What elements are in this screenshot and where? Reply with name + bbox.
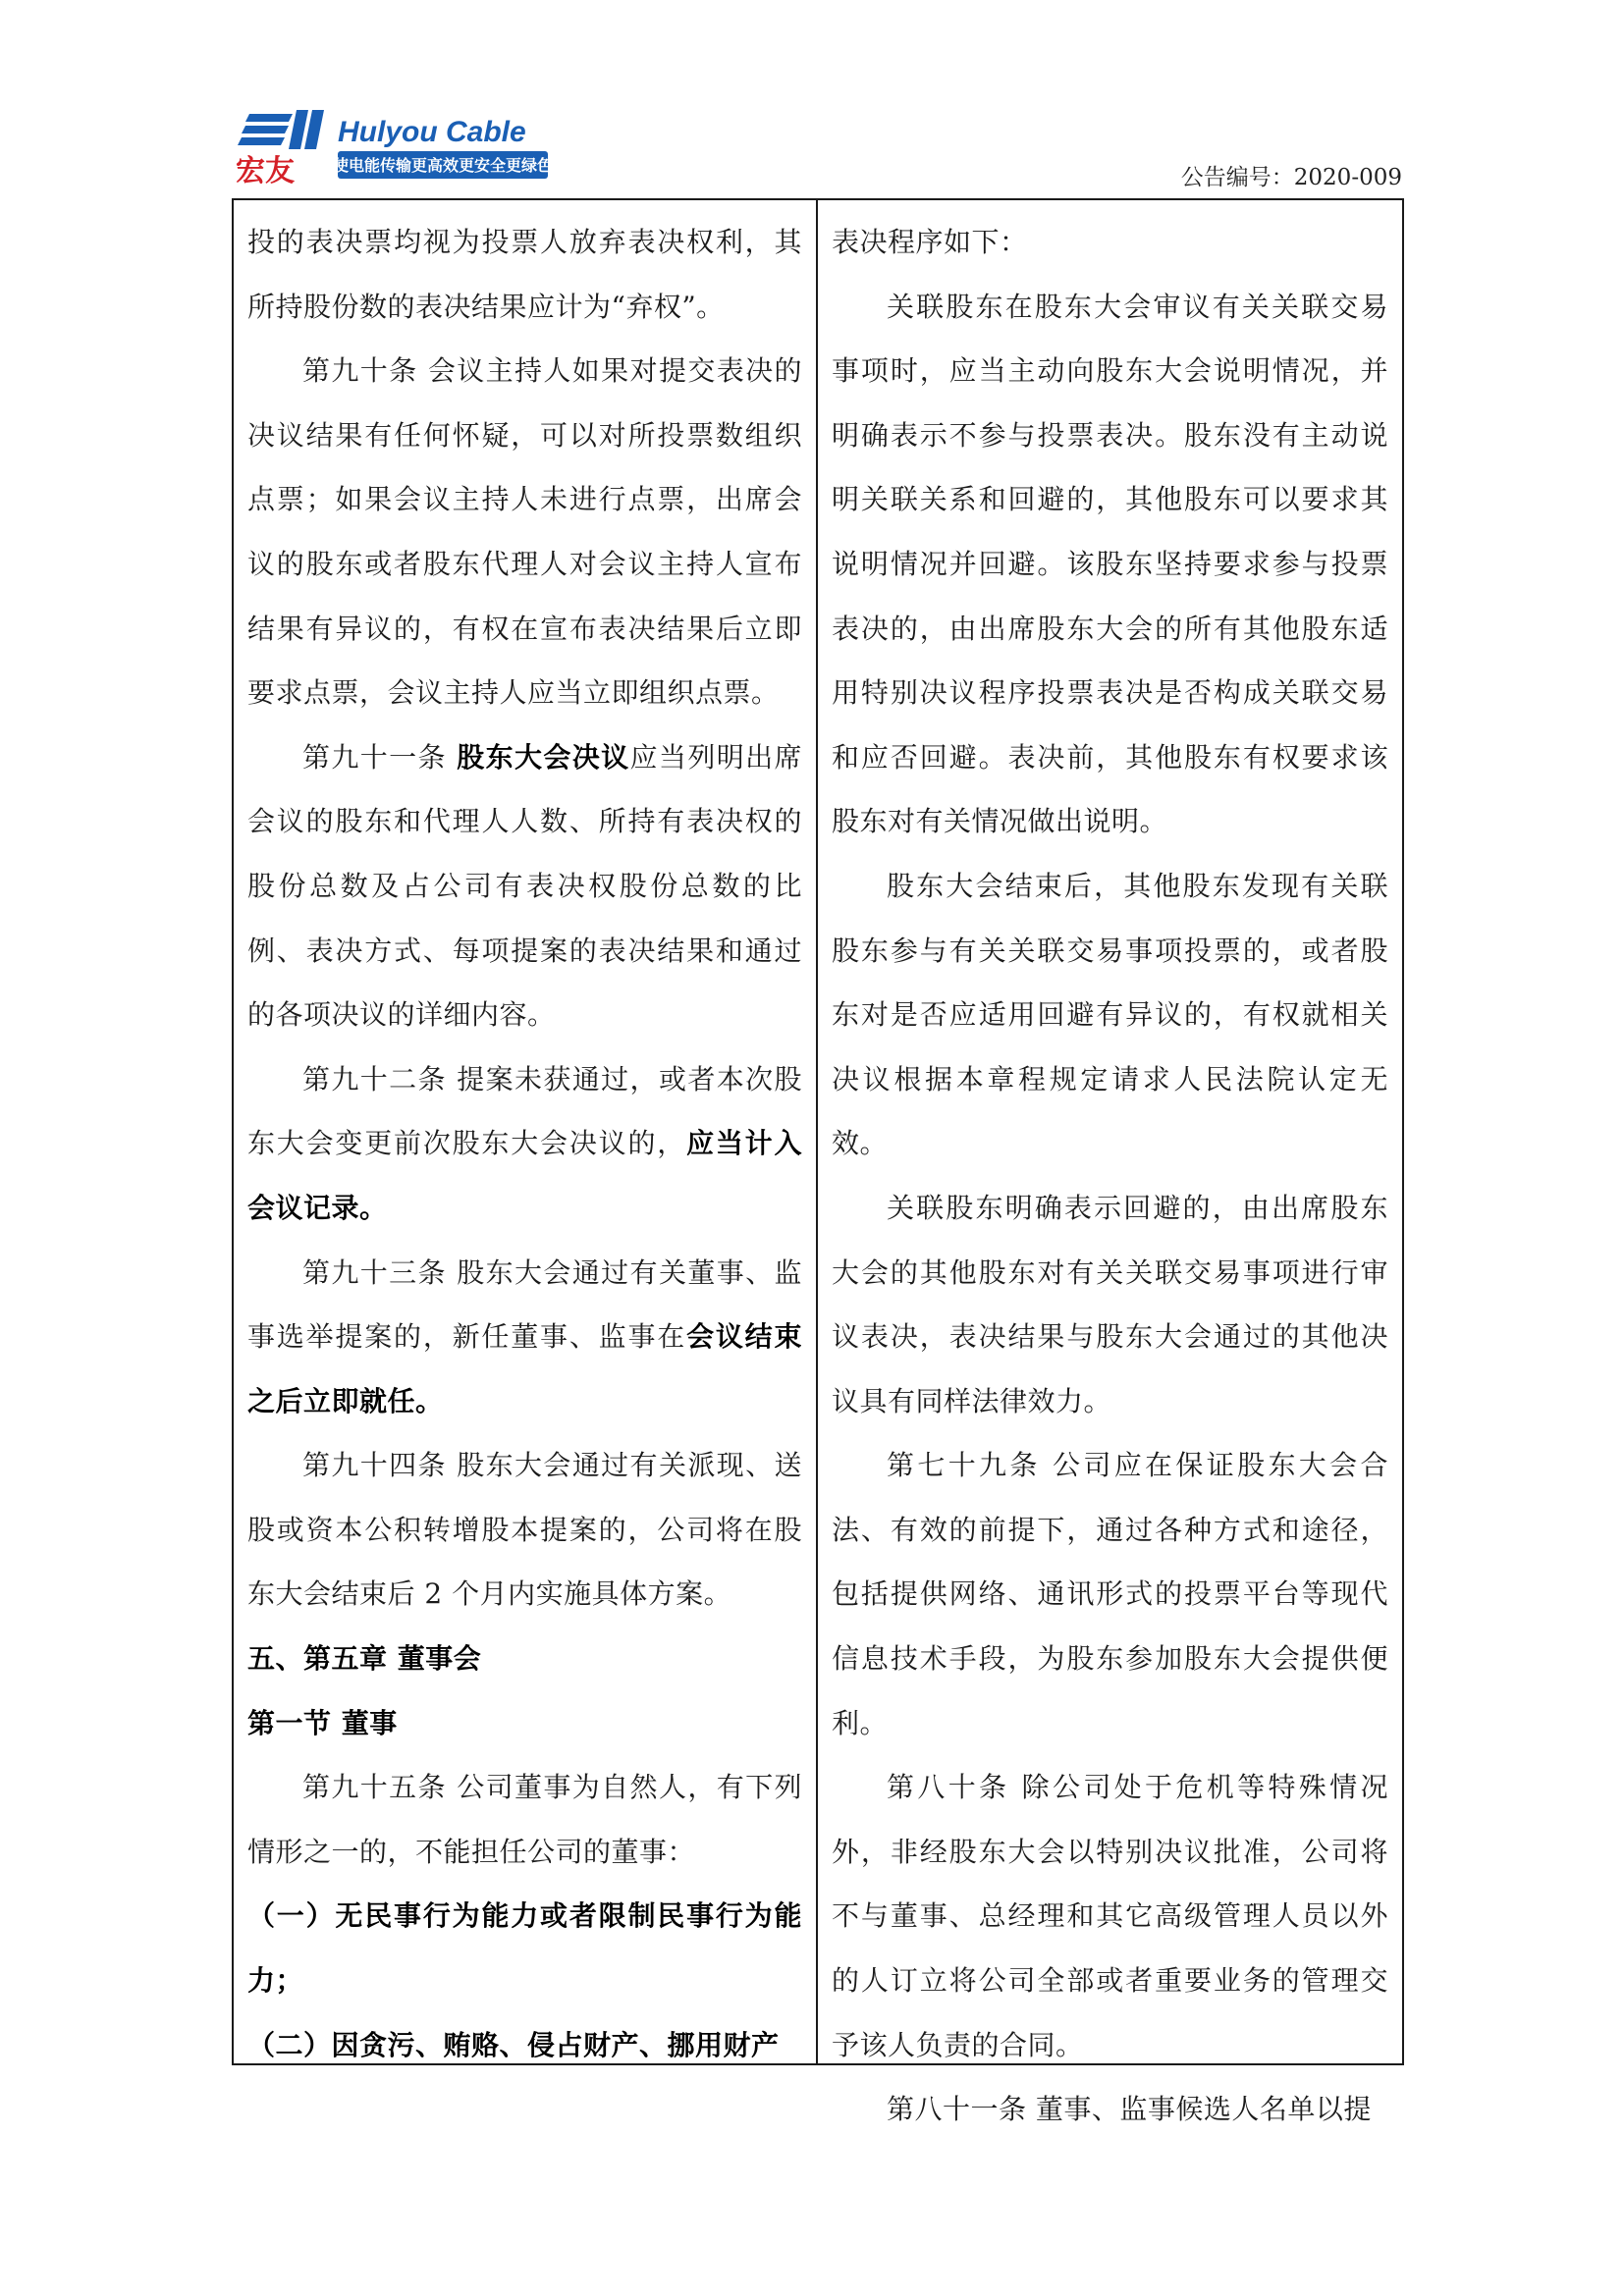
left-column [234,200,818,2063]
paragraph-text: 股东大会结束后，其他股东发现有关联股东参与有关关联交易事项投票的，或者股东对是否应适用回避有异议的，有权就相关决议根据本章程规定请求人民法院认定无效。 [832,869,1388,1160]
article-paragraph [832,1176,1388,1433]
paragraph-text: 第九十四条 股东大会通过有关派现、送股或资本公积转增股本提案的，公司将在股东大会结束后 2 个月内实施具体方案。 [247,1449,802,1611]
article-paragraph [247,1433,802,1627]
bold-text: 会议结束之后立即就任。 [247,1320,802,1417]
paragraph-text: 第九十五条 公司董事为自然人，有下列情形之一的，不能担任公司的董事： [247,1771,802,1868]
article-paragraph [247,1755,802,1884]
paragraph-text: 第八十条 除公司处于危机等特殊情况外，非经股东大会以特别决议批准，公司将不与董事、总经理和其它高级管理人员以外的人订立将公司全部或者重要业务的管理交予该人负责的合同。 [832,1771,1388,2061]
article-paragraph [247,1047,802,1241]
article-paragraph [832,1755,1388,2077]
paragraph-text: 第九十二条 提案未获通过，或者本次股东大会变更前次股东大会决议的， [247,1062,802,1160]
paragraph-text: 第九十三条 股东大会通过有关董事、监事选举提案的，新任董事、监事在 [247,1255,802,1354]
paragraph-text: 应当列明出席会议的股东和代理人人数、所持有表决权的股份总数及占公司有表决权股份总数的比例、表决方式、每项提案的表决结果和通过的各项决议的详细内容。 [247,740,802,1032]
article-paragraph [247,210,802,339]
paragraph-text: （二）因贪污、贿赂、侵占财产、挪用财产 [247,2028,780,2061]
paragraph-text: 第九十一条 [302,740,458,774]
paragraph-text: （一）无民事行为能力或者限制民事行为能力； [247,1899,802,1998]
company-logo [232,106,556,188]
announcement-number: 公告编号：2020-009 [1180,165,1402,190]
article-paragraph [247,725,802,1047]
article-paragraph [832,2077,1388,2142]
article-paragraph [832,275,1388,854]
paragraph-text: 五、第五章 董事会 [247,1642,482,1676]
paragraph-text: 表决程序如下： [832,226,1028,258]
paragraph-text: 关联股东在股东大会审议有关关联交易事项时，应当主动向股东大会说明情况，并明确表示不参与投票表决。股东没有主动说明关联关系和回避的，其他股东可以要求其说明情况并回避。该股东坚持要求参与投票表决的，由出席股东大会的所有其他股东适用特别决议程序投票表决是否构成关联交易和应否回避。表决前，其他股东有权要求该股东对有关情况做出说明。 [832,290,1388,838]
paragraph-text: 第八十一条 董事、监事候选人名单以提 [887,2093,1372,2126]
logo-mark-icon [238,110,324,149]
article-paragraph [247,1241,802,1434]
paragraph-text: 第一节 董事 [247,1706,398,1739]
paragraph-text: 关联股东明确表示回避的，由出席股东大会的其他股东对有关关联交易事项进行审议表决，表决结果与股东大会通过的其他决议具有同样法律效力。 [832,1191,1388,1417]
article-paragraph [832,210,1388,275]
paragraph-text: 投的表决票均视为投票人放弃表决权利，其所持股份数的表决结果应计为“弃权”。 [247,226,802,323]
bold-text: 应当计入会议记录。 [247,1127,802,1224]
page-header [232,106,1402,194]
article-paragraph [247,1884,802,2012]
paragraph-text: 第七十九条 公司应在保证股东大会合法、有效的前提下，通过各种方式和途径，包括提供网络、通讯形式的投票平台等现代信息技术手段，为股东参加股东大会提供便利。 [832,1449,1388,1739]
article-paragraph [247,2013,802,2078]
right-column [818,200,1402,2126]
article-paragraph [247,1627,802,1691]
comparison-table [232,198,1404,2126]
bold-text: 股东大会决议 [457,740,630,774]
logo-brand-en: Hulyou Cable [338,116,526,148]
logo-slogan: 使电能传输更高效更安全更绿色 [332,156,554,175]
article-paragraph [832,854,1388,1176]
paragraph-text: 第九十条 会议主持人如果对提交表决的决议结果有任何怀疑，可以对所投票数组织点票；如果会议主持人未进行点票，出席会议的股东或者股东代理人对会议主持人宣布结果有异议的，有权在宣布表决结果后立即要求点票，会议主持人应当立即组织点票。 [247,354,802,710]
article-paragraph [247,1691,802,1756]
article-paragraph [832,1433,1388,1755]
article-paragraph [247,339,802,725]
logo-brand-cn: 宏友 [236,154,295,188]
